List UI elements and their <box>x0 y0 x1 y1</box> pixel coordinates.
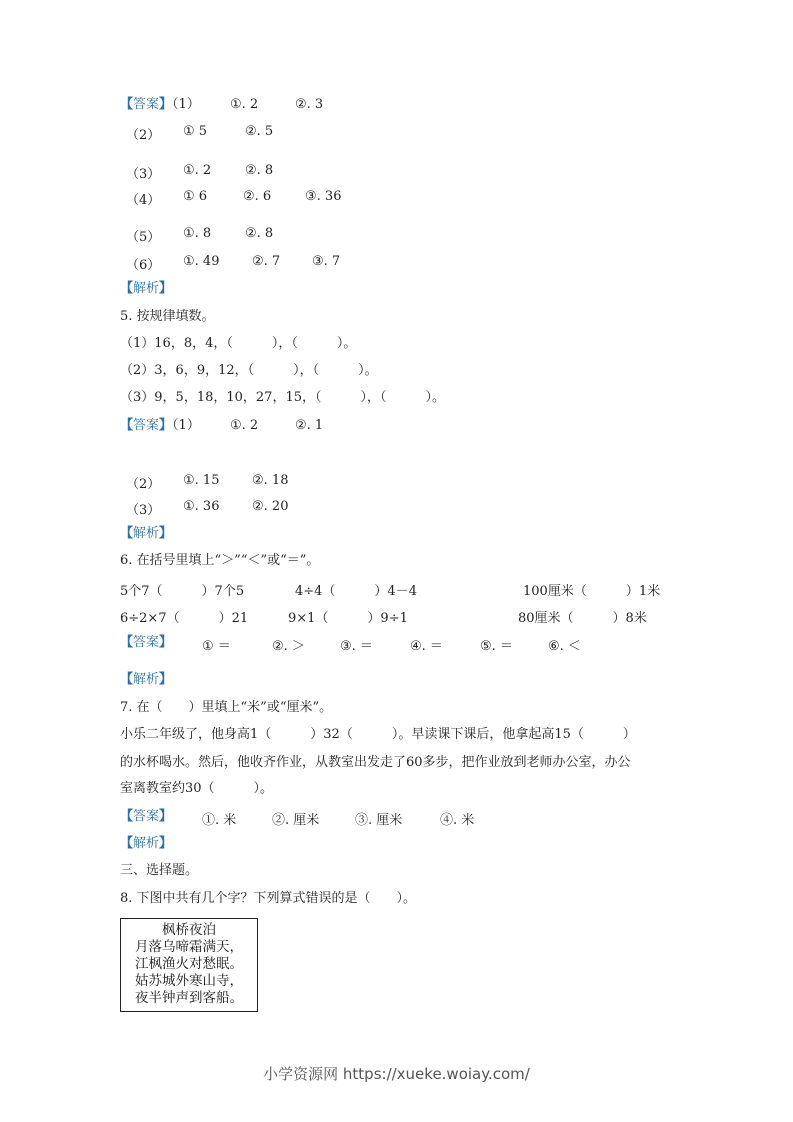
q5-answer-row-1: 【答案】（1） <box>120 418 200 433</box>
answer-item: ②. 8 <box>245 226 274 241</box>
answer-item: ①. 49 <box>183 254 220 269</box>
row-num: （1） <box>172 418 200 433</box>
q6-expr: 100厘米（ ）1米 <box>523 584 661 599</box>
answer-item: ① ＝ <box>202 639 231 654</box>
analysis-text: 解析 <box>133 526 160 541</box>
q6-expr: 6÷2×7（ ）21 <box>120 611 249 626</box>
answer-item: ④. 米 <box>440 813 475 828</box>
q7-answer-label: 【答案】 <box>120 809 173 824</box>
answer-item: ④. ＝ <box>410 639 443 654</box>
answer-item: ①. 2 <box>230 97 259 112</box>
answer-item: ⑥. ＜ <box>548 639 581 654</box>
analysis-text: 解析 <box>133 281 160 296</box>
q7-line-3: 室离教室约30（ ）。 <box>120 781 274 796</box>
row-num: （3） <box>126 503 161 518</box>
q6-title: 6. 在括号里填上“＞”“＜”或“＝”。 <box>120 553 320 568</box>
answer-item: ③. 36 <box>305 189 342 204</box>
analysis-label: 【解析】 <box>120 672 173 687</box>
poem-title: 枫桥夜泊 <box>162 922 216 938</box>
answer-label: 答案 <box>133 418 160 433</box>
q6-expr: 9×1（ ）9÷1 <box>288 611 408 626</box>
row-num: （4） <box>126 193 161 208</box>
answer-item: ②. 20 <box>252 499 289 514</box>
row-num: （3） <box>126 167 161 182</box>
poem-line: 江枫渔火对愁眠。 <box>135 956 243 972</box>
answer-item: ① 6 <box>183 189 208 204</box>
answer-item: ②. 6 <box>243 189 272 204</box>
analysis-label: 【解析】 <box>120 836 173 851</box>
answer-item: ②. ＞ <box>272 639 305 654</box>
analysis-label: 【解析】 <box>120 281 173 296</box>
answer-item: ①. 米 <box>202 813 237 828</box>
row-num: （2） <box>126 477 161 492</box>
q5-item-3: （3）9，5，18，10，27，15，（ ），（ ）。 <box>120 390 445 405</box>
q4-answer-row-1: 【答案】（1） <box>120 97 200 112</box>
answer-item: ①. 2 <box>183 163 212 178</box>
answer-label: 答案 <box>133 635 160 650</box>
answer-item: ②. 8 <box>245 163 274 178</box>
row-num: （2） <box>126 128 161 143</box>
answer-item: ②. 7 <box>252 254 281 269</box>
poem-figure <box>120 918 258 1012</box>
answer-item: ⑤. ＝ <box>480 639 513 654</box>
answer-item: ①. 15 <box>183 473 220 488</box>
answer-item: ③. 7 <box>312 254 341 269</box>
answer-label: 答案 <box>133 809 160 824</box>
answer-item: ②. 厘米 <box>272 813 320 828</box>
q5-item-1: （1）16，8，4，（ ），（ ）。 <box>120 336 357 351</box>
answer-item: ①. 8 <box>183 226 212 241</box>
answer-item: ②. 1 <box>295 418 324 433</box>
q6-expr: 4÷4（ ）4－4 <box>295 584 417 599</box>
q6-answer-label: 【答案】 <box>120 635 173 650</box>
answer-item: ③. 厘米 <box>355 813 403 828</box>
answer-item: ②. 3 <box>295 97 324 112</box>
poem-line: 姑苏城外寒山寺， <box>135 973 243 989</box>
q7-line-2: 的水杯喝水。然后，他收齐作业，从教室出发走了60多步，把作业放到老师办公室，办公 <box>120 755 631 770</box>
q7-line-1: 小乐二年级了，他身高1（ ）32（ ）。早读课下课后，他拿起高15（ ） <box>120 727 636 742</box>
q8-title: 8. 下图中共有几个字？下列算式错误的是（ ）。 <box>120 891 417 906</box>
answer-item: ①. 2 <box>230 418 259 433</box>
answer-item: ① 5 <box>183 124 208 139</box>
poem-line: 月落乌啼霜满天， <box>135 939 243 955</box>
answer-item: ③. ＝ <box>340 639 373 654</box>
answer-item: ②. 18 <box>252 473 289 488</box>
q6-expr: 80厘米（ ）8米 <box>518 611 647 626</box>
answer-item: ①. 36 <box>183 499 220 514</box>
q7-title: 7. 在（ ）里填上“米”或“厘米”。 <box>120 700 333 715</box>
answer-item: ②. 5 <box>245 124 274 139</box>
q5-item-2: （2）3，6，9，12，（ ），（ ）。 <box>120 363 378 378</box>
poem-line: 夜半钟声到客船。 <box>135 990 243 1006</box>
analysis-text: 解析 <box>133 836 160 851</box>
q6-expr: 5个7（ ）7个5 <box>120 584 245 599</box>
row-num: （5） <box>126 230 161 245</box>
section-title: 三、选择题。 <box>120 863 199 878</box>
analysis-label: 【解析】 <box>120 526 173 541</box>
q5-title: 5. 按规律填数。 <box>120 309 215 324</box>
row-num: （1） <box>172 97 200 112</box>
analysis-text: 解析 <box>133 672 160 687</box>
footer-watermark: 小学资源网 https://xueke.woiay.com/ <box>263 1065 530 1083</box>
answer-label: 答案 <box>133 97 160 112</box>
row-num: （6） <box>126 258 161 273</box>
